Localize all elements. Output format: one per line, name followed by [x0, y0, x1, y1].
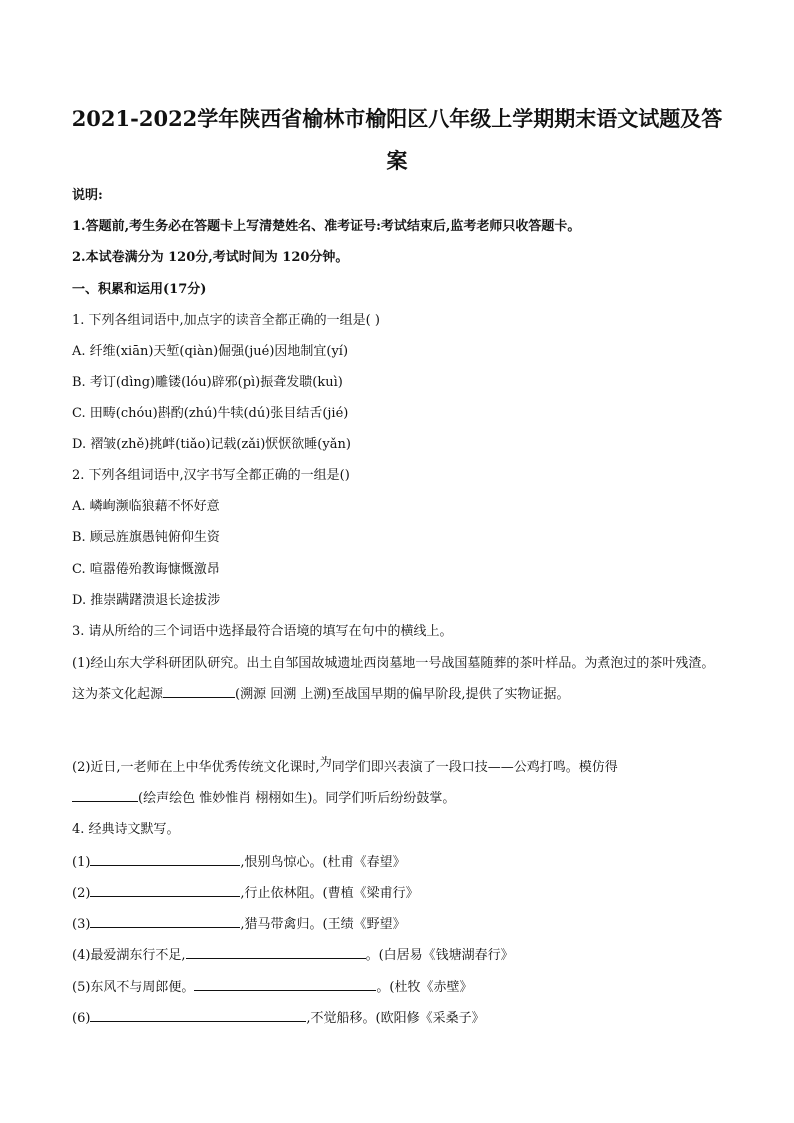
answer-blank[interactable] [72, 787, 138, 802]
question-2-option-a: A. 嶙峋濒临狼藉不怀好意 [72, 499, 220, 514]
question-3-part-1 [72, 648, 727, 710]
poem-text: ,猎马带禽归。(王绩《野望》 [240, 917, 406, 932]
notes-heading: 说明: [72, 188, 103, 203]
page-title-continued: 案 [386, 148, 408, 173]
question-2-option-d: D. 推崇蹒躇溃退长途拔涉 [72, 593, 221, 608]
answer-blank[interactable] [90, 913, 240, 928]
question-4-stem: 4. 经典诗文默写。 [72, 822, 180, 837]
q3-p2-text-mid: 同学们即兴表演了一段口技——公鸡打鸣。模仿得 [331, 760, 618, 775]
section-heading: 一、积累和运用(17分) [72, 282, 207, 297]
question-1-stem: 1. 下列各组词语中,加点字的读音全都正确的一组是( ) [72, 313, 380, 328]
poem-line-4 [72, 944, 732, 966]
poem-text: ,恨别鸟惊心。(杜甫《春望》 [240, 855, 406, 870]
poem-line-6 [72, 1007, 732, 1029]
answer-blank[interactable] [163, 683, 235, 698]
poem-line-1 [72, 851, 732, 873]
question-1-option-a: A. 纤维(xiān)天堑(qiàn)倔强(jué)因地制宜(yí) [72, 344, 349, 359]
q3-p2-raised-char: 为 [319, 755, 332, 769]
poem-line-2 [72, 882, 732, 904]
question-1-option-d: D. 褶皱(zhě)挑衅(tiǎo)记载(zǎi)恹恹欲睡(yǎn) [72, 437, 351, 452]
poem-line-3 [72, 913, 732, 935]
line-number: (1) [72, 855, 91, 870]
question-3-stem: 3. 请从所给的三个词语中选择最符合语境的填写在句中的横线上。 [72, 624, 453, 639]
poem-line-5 [72, 976, 732, 998]
q3-p1-text-before: (1)经山东大学科研团队研究。出土自邹国故城遗址西岗墓地一号战国墓随葬的茶叶样品。为煮泡过的茶叶残渣。这为茶文化起源 [72, 656, 715, 702]
question-1-option-c: C. 田畴(chóu)斟酌(zhú)牛犊(dú)张目结舌(jié) [72, 406, 349, 421]
poem-text: 。(杜牧《赤壁》 [376, 980, 473, 995]
poem-text: 。(白居易《钱塘湖春行》 [365, 948, 514, 963]
line-number: (6) [72, 1011, 91, 1026]
question-2-option-b: B. 顾忌旌旗愚钝俯仰生资 [72, 530, 220, 545]
note-item-2: 2.本试卷满分为 120分,考试时间为 120分钟。 [72, 250, 349, 265]
note-item-1: 1.答题前,考生务必在答题卡上写清楚姓名、准考证号:考试结束后,监考老师只收答题卡。 [72, 219, 581, 234]
poem-text: (5)东风不与周郎便。 [72, 980, 195, 995]
q3-p1-text-after: (溯源 回溯 上溯)至战国早期的偏早阶段,提供了实物证据。 [235, 687, 570, 702]
question-2-option-c: C. 喧嚣倦殆教诲慷慨激昂 [72, 562, 220, 577]
question-1-option-b: B. 考订(dìng)雕镂(lóu)辟邪(pì)振聋发聩(kuì) [72, 375, 343, 390]
answer-blank[interactable] [90, 1007, 306, 1022]
line-number: (2) [72, 886, 91, 901]
line-number: (3) [72, 917, 91, 932]
answer-blank[interactable] [194, 976, 376, 991]
poem-text: ,行止依林阻。(曹植《梁甫行》 [240, 886, 419, 901]
poem-text: (4)最爱湖东行不足, [72, 948, 186, 963]
answer-blank[interactable] [186, 944, 366, 959]
q3-p2-text-before: (2)近日,一老师在上中华优秀传统文化课时, [72, 760, 320, 775]
question-2-stem: 2. 下列各组词语中,汉字书写全都正确的一组是() [72, 468, 350, 483]
page-title: 2021-2022学年陕西省榆林市榆阳区八年级上学期期末语文试题及答 [71, 106, 723, 131]
answer-blank[interactable] [90, 851, 240, 866]
answer-blank[interactable] [90, 882, 240, 897]
question-3-part-2 [72, 752, 727, 814]
q3-p2-text-after: (绘声绘色 惟妙惟肖 栩栩如生)。同学们听后纷纷鼓掌。 [138, 791, 456, 806]
poem-text: ,不觉船移。(欧阳修《采桑子》 [306, 1011, 485, 1026]
